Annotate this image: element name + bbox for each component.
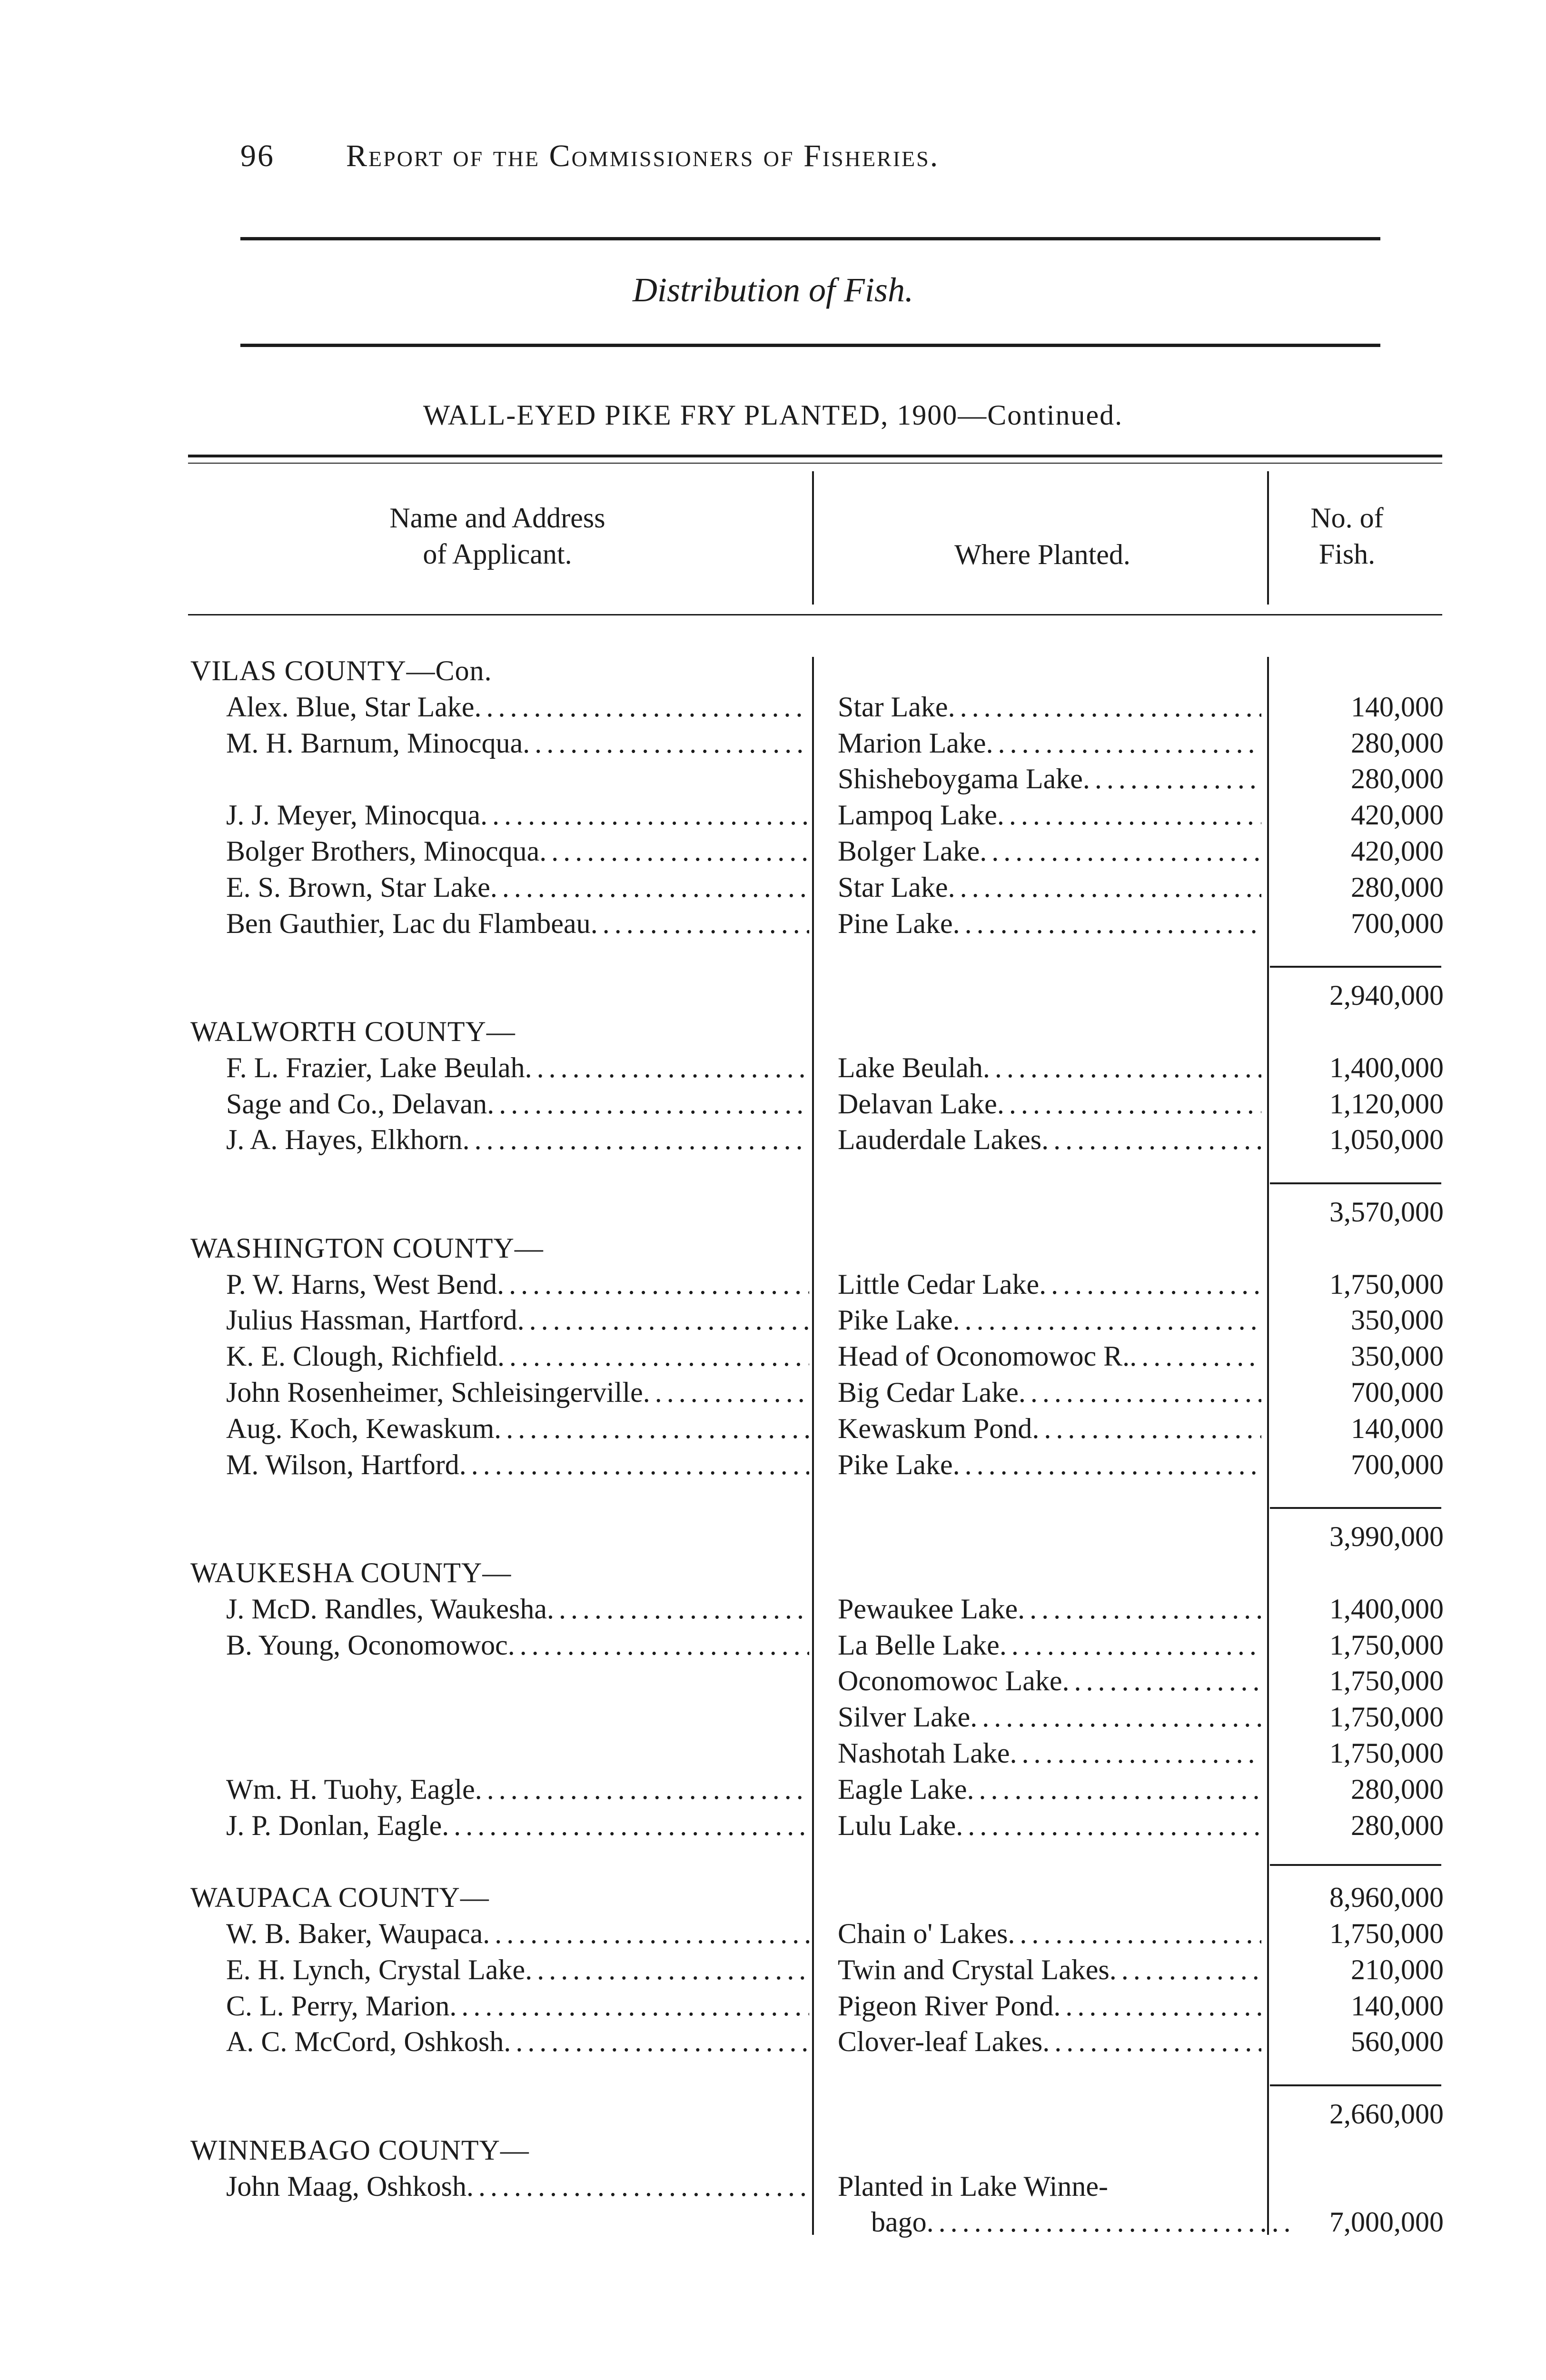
table-row — [0, 1123, 1546, 1160]
applicant-name: Wm. H. Tuohy, Eagle — [226, 1773, 475, 1805]
leader-dots — [525, 1051, 809, 1084]
number-header-line1: No. of — [1310, 502, 1384, 534]
applicant-name: M. H. Barnum, Minocqua — [226, 727, 523, 759]
fish-count: 420,000 — [1351, 799, 1444, 831]
leader-dots — [497, 1268, 809, 1301]
where-planted: Nashotah Lake — [838, 1737, 1010, 1769]
county-total: 8,960,000 — [1329, 1882, 1444, 1914]
leader-dots — [525, 1954, 809, 1986]
table-row — [0, 1088, 1546, 1124]
applicant-cell — [226, 1412, 809, 1445]
fish-count: 1,750,000 — [1329, 1665, 1444, 1697]
where-planted-cell — [838, 1088, 1261, 1121]
where-planted-cell — [838, 1737, 1261, 1770]
table-row — [0, 1954, 1546, 1990]
fish-count: 420,000 — [1351, 835, 1444, 867]
leader-dots — [997, 1088, 1261, 1121]
fish-count: 1,750,000 — [1329, 1918, 1444, 1949]
leader-dots — [953, 1304, 1261, 1337]
where-planted-cell — [838, 727, 1261, 760]
table-row — [0, 1917, 1546, 1954]
county-row — [0, 654, 1546, 691]
applicant-cell — [226, 799, 809, 832]
applicant-name: K. E. Clough, Richfield — [226, 1340, 497, 1372]
applicant-name: J. P. Donlan, Eagle — [226, 1809, 442, 1841]
subtotal-rule — [1270, 966, 1441, 968]
applicant-cell — [226, 1268, 809, 1301]
table-row — [0, 1340, 1546, 1376]
county-name: WINNEBAGO COUNTY— — [190, 2134, 529, 2166]
table-row — [0, 1701, 1546, 1737]
where-planted: Oconomowoc Lake — [838, 1665, 1062, 1697]
where-planted-cell — [838, 1376, 1261, 1409]
where-planted: Pike Lake — [838, 1448, 953, 1480]
leader-dots — [442, 1809, 809, 1842]
table-row — [0, 727, 1546, 763]
leader-dots — [475, 691, 809, 724]
applicant-header-line1: Name and Address — [389, 502, 605, 534]
where-planted: Head of Oconomowoc R. — [838, 1340, 1130, 1372]
fish-count: 280,000 — [1351, 727, 1444, 759]
fish-count: 1,750,000 — [1329, 1737, 1444, 1769]
applicant-header-line2: of Applicant. — [423, 538, 572, 570]
table-row — [0, 1268, 1546, 1304]
applicant-cell — [226, 871, 809, 904]
county-total: 3,990,000 — [1329, 1521, 1444, 1553]
table-row — [0, 1809, 1546, 1845]
fish-count: 1,120,000 — [1329, 1088, 1444, 1120]
county-row — [0, 1015, 1546, 1051]
subtotal-rule — [1270, 2084, 1441, 2086]
fish-count: 210,000 — [1351, 1954, 1444, 1985]
leader-dots — [997, 799, 1261, 832]
applicant-cell — [226, 1809, 809, 1842]
applicant-name: John Rosenheimer, Schleisingerville — [226, 1377, 643, 1408]
applicant-name: P. W. Harns, West Bend — [226, 1268, 497, 1300]
leader-dots — [948, 871, 1261, 904]
header-bottom-rule — [188, 614, 1442, 615]
where-planted: Pigeon River Pond — [838, 1990, 1054, 2022]
leader-dots — [504, 2025, 809, 2058]
applicant-cell — [226, 1123, 809, 1156]
leader-dots — [970, 1701, 1261, 1734]
where-planted-cell — [838, 871, 1261, 904]
fish-count: 1,750,000 — [1329, 1268, 1444, 1300]
fish-count: 140,000 — [1351, 1990, 1444, 2022]
leader-dots — [523, 727, 809, 760]
where-planted-cell — [838, 907, 1261, 940]
county-total-row — [0, 1196, 1546, 1232]
leader-dots — [1000, 1629, 1261, 1662]
where-planted-cell — [838, 1917, 1261, 1950]
county-name: WAUKESHA COUNTY— — [190, 1557, 512, 1588]
fish-count: 1,050,000 — [1329, 1124, 1444, 1156]
where-planted-cell — [838, 1412, 1261, 1445]
where-planted-cell — [838, 835, 1261, 868]
where-planted: Pike Lake — [838, 1304, 953, 1336]
applicant-cell — [226, 1051, 809, 1084]
table-row — [0, 907, 1546, 943]
applicant-name: John Maag, Oshkosh — [226, 2170, 466, 2202]
county-row — [0, 1232, 1546, 1268]
where-planted: Lake Beulah — [838, 1051, 983, 1083]
applicant-cell — [226, 691, 809, 724]
applicant-name: Julius Hassman, Hartford — [226, 1304, 517, 1336]
fish-count: 280,000 — [1351, 1773, 1444, 1805]
where-planted-cell — [838, 2025, 1261, 2058]
fish-count: 1,750,000 — [1329, 1629, 1444, 1661]
table-row — [0, 1990, 1546, 2026]
where-planted-cell — [838, 1701, 1261, 1734]
fish-count: 1,400,000 — [1329, 1051, 1444, 1083]
applicant-cell — [226, 727, 809, 760]
number-header-line2: Fish. — [1318, 538, 1376, 570]
fish-count: 700,000 — [1351, 1448, 1444, 1480]
page-number: 96 — [240, 139, 275, 173]
county-row — [0, 1881, 1546, 1917]
leader-dots — [463, 1123, 809, 1156]
county-name: WALWORTH COUNTY— — [190, 1016, 515, 1047]
running-head — [240, 138, 939, 174]
applicant-name: E. H. Lynch, Crystal Lake — [226, 1954, 525, 1985]
leader-dots — [948, 691, 1261, 724]
fish-count: 280,000 — [1351, 763, 1444, 795]
where-column-header: Where Planted. — [954, 539, 1130, 570]
leader-dots — [1110, 1954, 1261, 1986]
fish-count: 1,400,000 — [1329, 1593, 1444, 1625]
table-row — [0, 1593, 1546, 1629]
fish-count: 700,000 — [1351, 1377, 1444, 1408]
fish-count: 350,000 — [1351, 1304, 1444, 1336]
where-planted: Star Lake — [838, 691, 948, 723]
applicant-cell — [226, 1629, 809, 1662]
leader-dots — [956, 1809, 1261, 1842]
applicant-cell — [226, 1917, 809, 1950]
leader-dots — [927, 2206, 1295, 2239]
applicant-name: W. B. Baker, Waupaca — [226, 1918, 483, 1949]
applicant-name: M. Wilson, Hartford — [226, 1448, 459, 1480]
where-planted-cell — [838, 2170, 1261, 2203]
applicant-name: J. McD. Randles, Waukesha — [226, 1593, 547, 1625]
leader-dots — [1010, 1737, 1261, 1770]
leader-dots — [449, 1990, 809, 2023]
where-planted-cell — [838, 1990, 1261, 2023]
where-planted: Shisheboygama Lake — [838, 763, 1083, 795]
leader-dots — [1008, 1917, 1261, 1950]
where-planted: bago — [871, 2206, 927, 2238]
where-planted-cell — [838, 1123, 1261, 1156]
where-planted: Delavan Lake — [838, 1088, 997, 1120]
county-total: 3,570,000 — [1329, 1196, 1444, 1228]
leader-dots — [490, 871, 809, 904]
where-planted: Marion Lake — [838, 727, 986, 759]
leader-dots — [1039, 1268, 1261, 1301]
where-planted: Twin and Crystal Lakes — [838, 1954, 1110, 1985]
where-planted-cell — [838, 1773, 1261, 1806]
table-row — [0, 871, 1546, 907]
table-row — [0, 1051, 1546, 1088]
where-planted: Silver Lake — [838, 1701, 971, 1733]
county-row — [0, 2134, 1546, 2170]
leader-dots — [1083, 763, 1261, 795]
number-column-header — [1276, 500, 1418, 572]
top-rule — [240, 237, 1380, 240]
where-planted: Bolger Lake — [838, 835, 980, 867]
applicant-cell — [226, 1304, 809, 1337]
where-planted: Pine Lake — [838, 907, 953, 939]
leader-dots — [475, 1773, 809, 1806]
applicant-cell — [226, 1593, 809, 1626]
applicant-cell — [226, 1990, 809, 2023]
applicant-column-header — [188, 500, 807, 572]
leader-dots — [547, 1593, 809, 1626]
table-top-rule — [188, 455, 1442, 457]
table-row — [0, 1629, 1546, 1665]
leader-dots — [980, 835, 1261, 868]
where-planted-cell — [838, 1593, 1261, 1626]
table-row — [0, 1412, 1546, 1448]
leader-dots — [967, 1773, 1262, 1806]
where-planted: Lauderdale Lakes — [838, 1124, 1042, 1156]
applicant-name: Aug. Koch, Kewaskum — [226, 1412, 495, 1444]
where-planted: Little Cedar Lake — [838, 1268, 1040, 1300]
applicant-cell — [226, 1340, 809, 1373]
applicant-cell — [226, 1773, 809, 1806]
table-row — [0, 799, 1546, 835]
where-planted: Big Cedar Lake — [838, 1377, 1019, 1408]
fish-count: 140,000 — [1351, 1412, 1444, 1444]
leader-dots — [1018, 1593, 1261, 1626]
where-planted-cell — [838, 1304, 1261, 1337]
table-row — [0, 2170, 1546, 2206]
fish-count: 7,000,000 — [1329, 2206, 1444, 2238]
leader-dots — [1062, 1665, 1261, 1697]
table-top-rule-thin — [188, 463, 1442, 464]
where-planted: Clover-leaf Lakes — [838, 2026, 1043, 2058]
leader-dots — [539, 835, 809, 868]
subtotal-rule — [1270, 1182, 1441, 1184]
where-planted-cell — [838, 1629, 1261, 1662]
where-planted: Chain o' Lakes — [838, 1918, 1008, 1949]
where-planted: Planted in Lake Winne- — [838, 2170, 1108, 2202]
county-name: WASHINGTON COUNTY— — [190, 1232, 544, 1264]
applicant-name: Bolger Brothers, Minocqua — [226, 835, 540, 867]
leader-dots — [466, 2170, 809, 2203]
where-planted: La Belle Lake — [838, 1629, 1000, 1661]
subtotal-rule — [1270, 1864, 1441, 1866]
where-planted: Kewaskum Pond — [838, 1412, 1032, 1444]
applicant-cell — [226, 1376, 809, 1409]
applicant-name: A. C. McCord, Oshkosh — [226, 2026, 504, 2058]
table-row — [0, 1665, 1546, 1701]
leader-dots — [483, 1917, 809, 1950]
county-total-row — [0, 979, 1546, 1015]
where-planted-cell — [838, 1809, 1261, 1842]
table-row — [0, 763, 1546, 799]
fish-count: 560,000 — [1351, 2026, 1444, 2058]
applicant-cell — [226, 2170, 809, 2203]
where-planted: Lampoq Lake — [838, 799, 997, 831]
table-row — [0, 835, 1546, 871]
applicant-name: Sage and Co., Delavan — [226, 1088, 487, 1120]
where-planted-cell — [838, 763, 1261, 795]
leader-dots — [1041, 1123, 1261, 1156]
where-planted-cell — [838, 1448, 1261, 1481]
leader-dots — [643, 1376, 809, 1409]
applicant-cell — [226, 1954, 809, 1986]
applicant-name: Ben Gauthier, Lac du Flambeau — [226, 907, 591, 939]
table-row — [0, 1376, 1546, 1412]
leader-dots — [983, 1051, 1261, 1084]
applicant-cell — [226, 907, 809, 940]
applicant-cell — [226, 835, 809, 868]
section-rule — [240, 344, 1380, 347]
table-row — [0, 1737, 1546, 1773]
leader-dots — [494, 1412, 809, 1445]
table-row — [0, 691, 1546, 727]
applicant-name: Alex. Blue, Star Lake — [226, 691, 475, 723]
where-planted-cell — [838, 2206, 1295, 2239]
leader-dots — [1042, 2025, 1261, 2058]
leader-dots — [986, 727, 1261, 760]
leader-dots — [517, 1304, 809, 1337]
county-total-row — [0, 2098, 1546, 2134]
county-name: VILAS COUNTY—Con. — [190, 655, 492, 686]
where-planted: Lulu Lake — [838, 1809, 956, 1841]
leader-dots — [591, 907, 809, 940]
table-title: WALL-EYED PIKE FRY PLANTED, 1900—Continued. — [423, 399, 1123, 431]
applicant-name: J. A. Hayes, Elkhorn — [226, 1124, 463, 1156]
where-planted-cell — [838, 1340, 1261, 1373]
where-planted-cell — [838, 1954, 1261, 1986]
section-title: Distribution of Fish. — [632, 271, 914, 309]
leader-dots — [508, 1629, 809, 1662]
applicant-name: F. L. Frazier, Lake Beulah — [226, 1051, 525, 1083]
leader-dots — [1053, 1990, 1261, 2023]
county-total: 2,940,000 — [1329, 980, 1444, 1012]
table-row — [0, 2206, 1546, 2242]
where-planted-cell — [838, 1051, 1261, 1084]
where-planted-cell — [838, 799, 1261, 832]
leader-dots — [1019, 1376, 1261, 1409]
header-divider-2 — [1267, 471, 1269, 605]
leader-dots — [1032, 1412, 1261, 1445]
fish-count: 140,000 — [1351, 691, 1444, 723]
applicant-cell — [226, 1448, 809, 1481]
county-row — [0, 1557, 1546, 1593]
where-planted: Star Lake — [838, 871, 948, 903]
fish-count: 700,000 — [1351, 907, 1444, 939]
subtotal-rule — [1270, 1507, 1441, 1509]
where-planted-cell — [838, 1268, 1261, 1301]
where-planted-cell — [838, 1665, 1261, 1697]
running-title: Report of the Commissioners of Fisheries. — [346, 139, 940, 173]
leader-dots — [487, 1088, 809, 1121]
leader-dots — [953, 1448, 1261, 1481]
leader-dots — [459, 1448, 809, 1481]
applicant-name: B. Young, Oconomowoc — [226, 1629, 508, 1661]
leader-dots — [480, 799, 809, 832]
county-name: WAUPACA COUNTY— — [190, 1882, 489, 1914]
leader-dots — [497, 1340, 809, 1373]
applicant-name: E. S. Brown, Star Lake — [226, 871, 490, 903]
applicant-name: J. J. Meyer, Minocqua — [226, 799, 481, 831]
where-planted: Pewaukee Lake — [838, 1593, 1018, 1625]
table-row — [0, 1448, 1546, 1485]
where-planted-cell — [838, 691, 1261, 724]
fish-count: 280,000 — [1351, 1809, 1444, 1841]
fish-count: 1,750,000 — [1329, 1701, 1444, 1733]
applicant-cell — [226, 2025, 809, 2058]
applicant-cell — [226, 1088, 809, 1121]
table-row — [0, 1773, 1546, 1809]
leader-dots — [1130, 1340, 1261, 1373]
fish-count: 280,000 — [1351, 871, 1444, 903]
table-row — [0, 2025, 1546, 2062]
leader-dots — [953, 907, 1261, 940]
table-row — [0, 1304, 1546, 1340]
header-divider-1 — [812, 471, 814, 605]
county-total: 2,660,000 — [1329, 2098, 1444, 2130]
where-planted: Eagle Lake — [838, 1773, 967, 1805]
county-total-row — [0, 1520, 1546, 1557]
fish-count: 350,000 — [1351, 1340, 1444, 1372]
applicant-name: C. L. Perry, Marion — [226, 1990, 450, 2022]
